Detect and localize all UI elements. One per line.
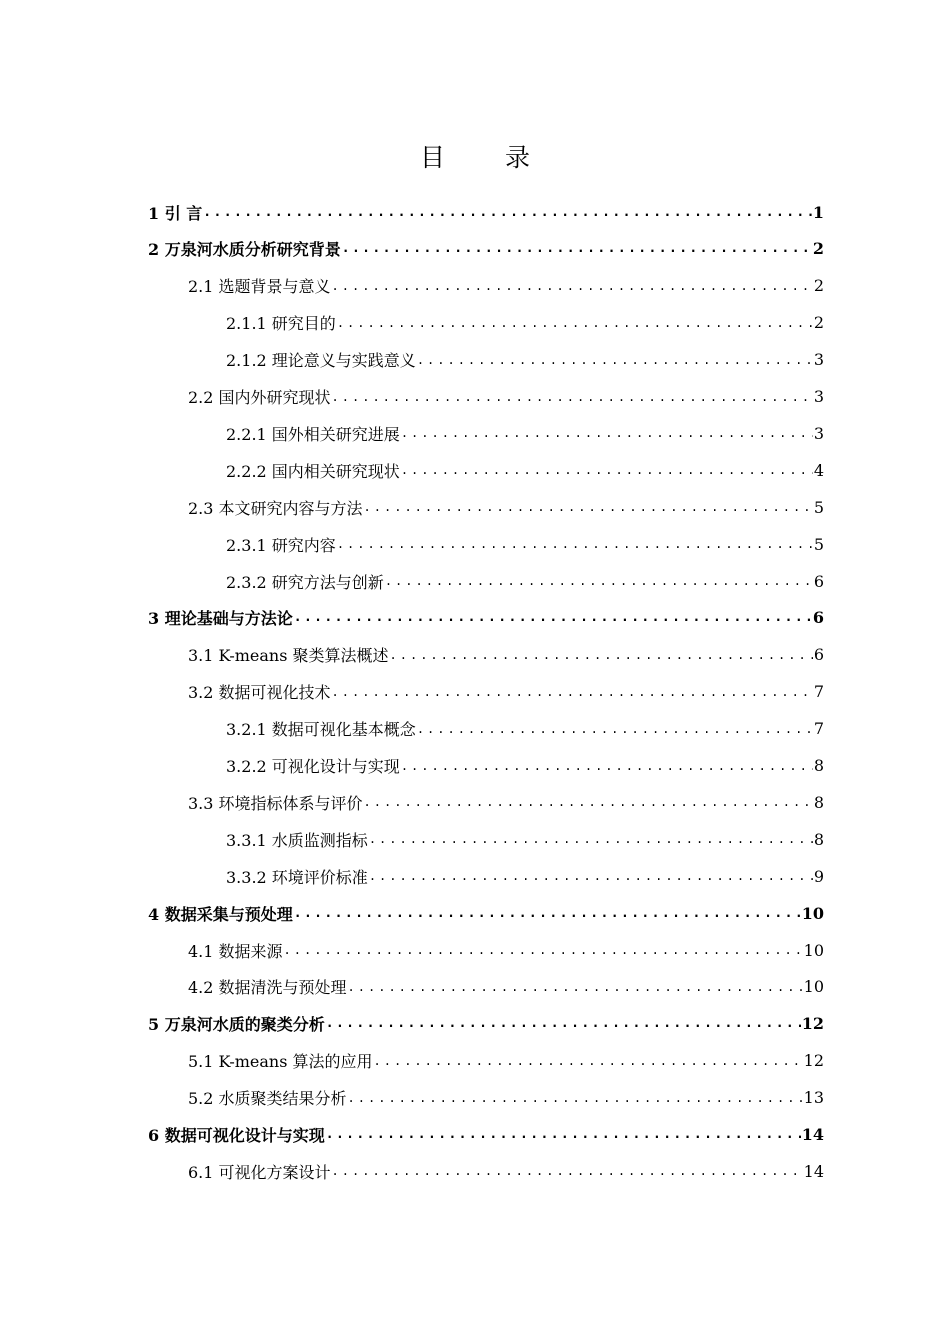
toc-entry-label: 4.1 数据来源	[188, 941, 283, 961]
toc-entry-label: 2.3 本文研究内容与方法	[188, 498, 363, 518]
toc-entry-page-number: 4	[813, 460, 824, 480]
toc-entry-label: 2.3.2 研究方法与创新	[226, 572, 384, 592]
toc-entry-page-number: 8	[813, 756, 824, 775]
toc-entry-level-1[interactable]	[148, 1006, 824, 1042]
toc-dot-leader	[369, 832, 813, 846]
toc-dot-leader	[326, 1127, 801, 1142]
toc-entry-label: 4.2 数据清洗与预处理	[188, 978, 347, 998]
page-title: 目 录	[420, 143, 556, 172]
toc-entry-label: 3.2.2 可视化设计与实现	[226, 757, 400, 776]
toc-dot-leader	[348, 1091, 803, 1105]
toc-dot-leader	[401, 463, 813, 477]
toc-entry-label: 3.3.2 环境评价标准	[226, 867, 368, 887]
toc-dot-leader	[417, 722, 813, 736]
toc-entry-level-1[interactable]	[148, 600, 824, 636]
toc-dot-leader	[332, 390, 813, 404]
toc-entry-label: 3.3.1 水质监测指标	[226, 830, 368, 850]
toc-entry-page-number: 3	[813, 387, 824, 406]
toc-entry-page-number: 10	[803, 940, 824, 960]
toc-entry-label: 3.2.1 数据可视化基本概念	[226, 720, 416, 740]
toc-entry-level-2[interactable]	[188, 637, 824, 673]
toc-entry-label: 5.2 水质聚类结果分析	[188, 1089, 347, 1109]
toc-entry-level-2[interactable]	[188, 784, 824, 820]
toc-entry-label: 3 理论基础与方法论	[148, 609, 293, 629]
toc-entry-level-2[interactable]	[188, 1080, 824, 1116]
toc-dot-leader	[385, 574, 813, 588]
toc-entry-level-1[interactable]	[148, 895, 824, 931]
toc-entry-label: 2.2.2 国内相关研究现状	[226, 461, 400, 481]
toc-dot-leader	[369, 869, 813, 883]
toc-entry-page-number: 6	[813, 571, 824, 591]
toc-entry-level-3[interactable]	[226, 305, 824, 341]
toc-entry-level-1[interactable]	[148, 1117, 824, 1153]
toc-entry-page-number: 7	[813, 682, 824, 702]
toc-dot-leader	[364, 795, 813, 809]
toc-dot-leader	[342, 241, 812, 256]
toc-entry-level-3[interactable]	[226, 858, 824, 894]
toc-dot-leader	[326, 1016, 801, 1031]
toc-dot-leader	[337, 316, 813, 330]
toc-dot-leader	[294, 906, 801, 921]
toc-entry-level-3[interactable]	[226, 748, 824, 784]
toc-dot-leader	[332, 1164, 803, 1178]
toc-dot-leader	[390, 648, 813, 662]
toc-entry-level-3[interactable]	[226, 526, 824, 562]
toc-entry-page-number: 1	[812, 202, 824, 222]
toc-entry-page-number: 8	[813, 829, 824, 849]
toc-entry-page-number: 12	[801, 1014, 824, 1034]
toc-entry-label: 2.2 国内外研究现状	[188, 388, 331, 407]
toc-entry-level-2[interactable]	[188, 674, 824, 710]
toc-dot-leader	[203, 205, 812, 220]
toc-entry-page-number: 2	[813, 313, 824, 333]
toc-entry-level-2[interactable]	[188, 1043, 824, 1079]
toc-entry-level-1[interactable]	[148, 194, 824, 230]
toc-entry-page-number: 6	[812, 608, 824, 628]
toc-entry-level-2[interactable]	[188, 932, 824, 968]
toc-dot-leader	[348, 980, 803, 994]
toc-entry-level-2[interactable]	[188, 379, 824, 415]
toc-entry-label: 4 数据采集与预处理	[148, 904, 293, 924]
toc-entry-label: 6 数据可视化设计与实现	[148, 1126, 325, 1145]
toc-entry-level-1[interactable]	[148, 231, 824, 267]
toc-entry-page-number: 2	[812, 239, 824, 259]
toc-entry-label: 2.3.1 研究内容	[226, 535, 336, 555]
toc-entry-label: 6.1 可视化方案设计	[188, 1162, 331, 1182]
toc-entry-label: 5.1 K-means 算法的应用	[188, 1052, 373, 1072]
toc-entry-page-number: 7	[813, 719, 824, 739]
toc-entry-page-number: 14	[801, 1125, 824, 1144]
toc-entry-level-3[interactable]	[226, 563, 824, 599]
toc-entry-label: 2.2.1 国外相关研究进展	[226, 424, 400, 444]
toc-dot-leader	[374, 1054, 803, 1068]
toc-dot-leader	[364, 500, 813, 514]
toc-dot-leader	[401, 426, 813, 440]
toc-entry-page-number: 3	[813, 423, 824, 443]
toc-dot-leader	[332, 279, 813, 293]
toc-entry-label: 3.3 环境指标体系与评价	[188, 793, 363, 813]
toc-entry-page-number: 3	[813, 350, 824, 370]
toc-dot-leader	[332, 685, 813, 699]
toc-entry-level-3[interactable]	[226, 821, 824, 857]
toc-entry-page-number: 5	[813, 534, 824, 554]
toc-entry-label: 3.2 数据可视化技术	[188, 683, 331, 703]
toc-entry-level-2[interactable]	[188, 969, 824, 1005]
toc-dot-leader	[337, 537, 813, 551]
toc-entry-label: 2.1.1 研究目的	[226, 314, 336, 334]
toc-entry-page-number: 10	[803, 977, 824, 997]
toc-dot-leader	[417, 353, 813, 367]
toc-entry-label: 3.1 K-means 聚类算法概述	[188, 646, 389, 666]
toc-entry-level-2[interactable]	[188, 489, 824, 525]
toc-entry-label: 1 引 言	[148, 203, 203, 223]
toc-entry-page-number: 8	[813, 792, 824, 812]
toc-entry-page-number: 6	[813, 645, 824, 665]
toc-entry-page-number: 9	[813, 866, 824, 886]
toc-dot-leader	[284, 943, 803, 957]
toc-entry-label: 2 万泉河水质分析研究背景	[148, 240, 341, 260]
toc-entry-level-3[interactable]	[226, 342, 824, 378]
toc-entry-page-number: 5	[813, 497, 824, 517]
toc-entry-label: 2.1 选题背景与意义	[188, 277, 331, 297]
toc-entry-level-3[interactable]	[226, 415, 824, 451]
toc-entry-label: 5 万泉河水质的聚类分析	[148, 1015, 325, 1035]
toc-dot-leader	[294, 610, 812, 625]
toc-entry-level-2[interactable]	[188, 268, 824, 304]
toc-dot-leader	[401, 759, 813, 773]
toc-entry-level-3[interactable]	[226, 452, 824, 488]
toc-entry-page-number: 14	[803, 1161, 824, 1181]
toc-entry-page-number: 10	[801, 903, 824, 923]
toc-entry-label: 2.1.2 理论意义与实践意义	[226, 351, 416, 371]
toc-entry-level-3[interactable]	[226, 711, 824, 747]
toc-entry-page-number: 2	[813, 276, 824, 296]
toc-entry-page-number: 13	[803, 1088, 824, 1108]
toc-entry-level-2[interactable]	[188, 1153, 824, 1189]
toc-entry-page-number: 12	[803, 1051, 824, 1071]
